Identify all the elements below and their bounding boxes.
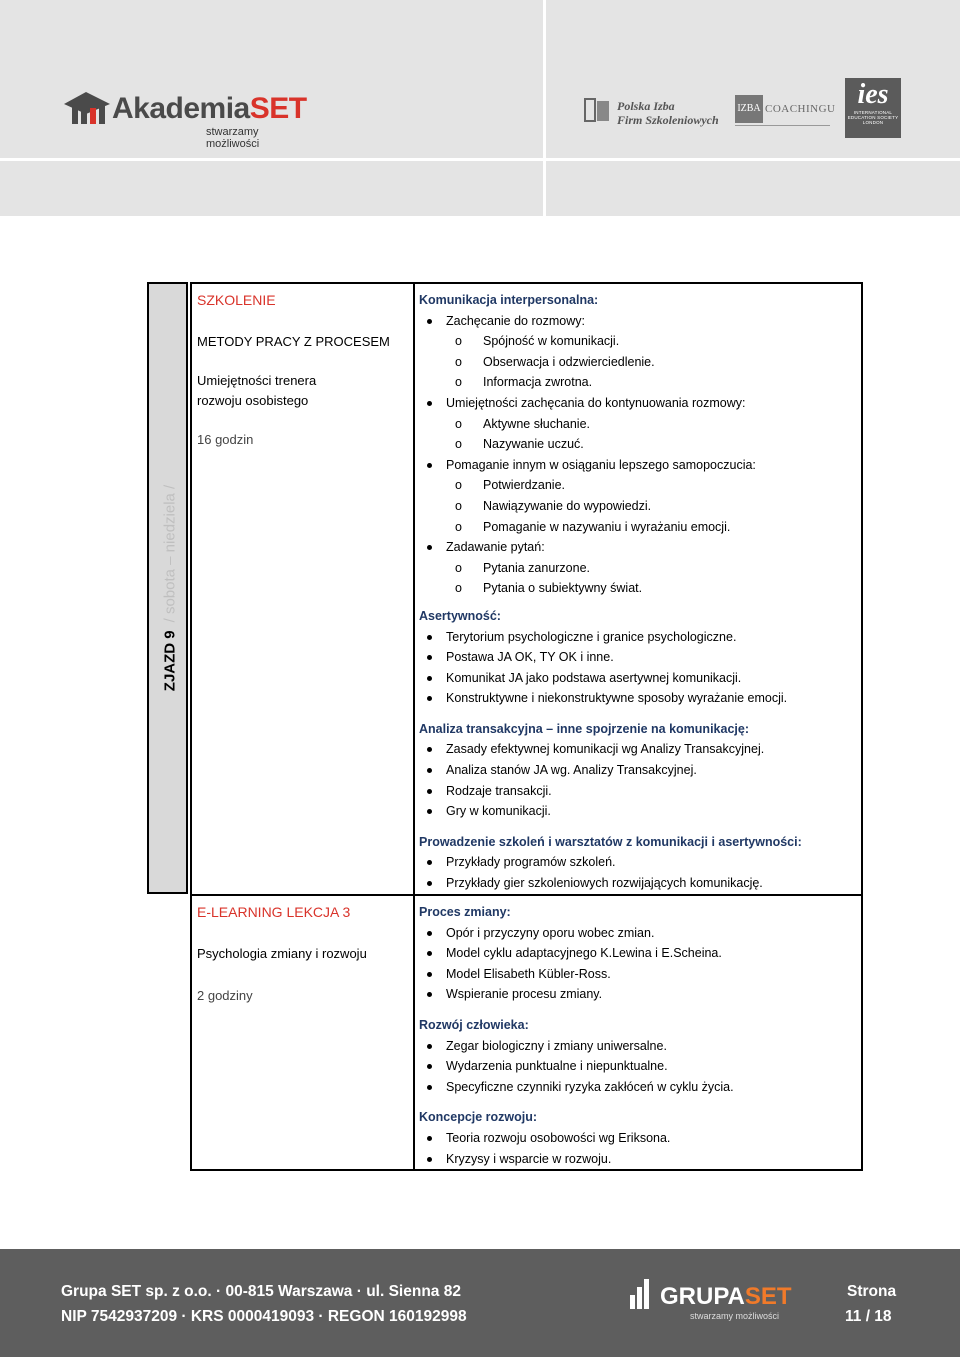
pifs-book-icon [583,95,613,125]
list-subitem: o Aktywne słuchanie. [419,414,856,435]
module-subtitle-line1: Umiejętności trenera [197,373,317,388]
list-item: Gry w komunikacji. [419,801,856,822]
topic-list [419,923,856,1005]
program-table [190,282,863,1171]
akademia-wordmark [112,94,307,124]
pifs-line1: Polska Izba [617,99,675,113]
topic-heading: Rozwój człowieka: [419,1017,529,1032]
izba-mark: IZBA [735,95,763,123]
section-label: E-LEARNING LEKCJA 3 [197,904,351,920]
list-item: Zadawanie pytań: [419,537,856,558]
topic-list [419,1128,856,1169]
topic-heading: Komunikacja interpersonalna: [419,293,599,307]
table-row [191,283,862,895]
grupa-tagline: stwarzamy możliwości [690,1311,780,1321]
set-word: SET [744,1283,792,1310]
list-item: Kryzysy i wsparcie w rozwoju. [419,1149,856,1170]
graduation-cap-icon [64,90,110,126]
list-item: Zasady efektywnej komunikacji wg Analizy Transakcyjnej. [419,739,856,760]
row1-left-cell [191,283,414,895]
list-subitem: o Obserwacja i odzwierciedlenie. [419,352,856,373]
list-subitem: o Pytania o subiektywny świat. [419,578,856,599]
page-header [0,0,960,216]
list-subitem: o Potwierdzanie. [419,475,856,496]
list-subitem: o Informacja zwrotna. [419,372,856,393]
zjazd-vertical-label [162,485,179,691]
akademia-set-logo [64,86,314,150]
page-label: Strona [847,1283,897,1300]
ies-line3: LONDON [862,120,884,125]
grupa-wordmark [660,1285,792,1309]
list-item: Wspieranie procesu zmiany. [419,984,856,1005]
list-item: Opór i przyczyny oporu wobec zmian. [419,923,856,944]
list-item: Rodzaje transakcji. [419,781,856,802]
section-label: SZKOLENIE [197,292,276,308]
grupa-word: GRUPA [660,1283,745,1310]
topic-heading: Koncepcje rozwoju: [419,1110,538,1125]
list-subitem: o Pytania zanurzone. [419,558,856,579]
list-item: Postawa JA OK, TY OK i inne. [419,647,856,668]
topic-heading: Analiza transakcyjna – inne spojrzenie na komunikację: [419,721,749,736]
list-item: Zachęcanie do rozmowy: [419,311,856,332]
topic-list [419,739,856,821]
list-item: Konstruktywne i niekonstruktywne sposoby wyrażanie emocji. [419,688,856,709]
list-item: Zegar biologiczny i zmiany uniwersalne. [419,1036,856,1057]
topic-list [419,311,856,599]
company-address: Grupa SET sp. z o.o. · 00-815 Warszawa · ul. Sienna 82 [61,1283,461,1300]
row1-right-cell [414,283,862,895]
list-item: Przykłady programów szkoleń. [419,852,856,873]
ies-mark: ies [857,79,889,110]
ies-line2: EDUCATION SOCIETY [847,115,899,120]
topic-heading: Prowadzenie szkoleń i warsztatów z komunikacji i asertywności: [419,834,802,849]
ies-line1: INTERNATIONAL [853,110,893,115]
module-title: METODY PRACY Z PROCESEM [197,334,390,349]
pifs-logo [583,95,723,129]
list-item: Analiza stanów JA wg. Analizy Transakcyjnej. [419,760,856,781]
list-item: Model cyklu adaptacyjnego K.Lewina i E.Scheina. [419,943,856,964]
list-item: Pomaganie innym w osiąganiu lepszego samopoczucia: [419,455,856,476]
list-item: Wydarzenia punktualne i niepunktualne. [419,1056,856,1077]
ies-logo [845,78,901,138]
izba-text: COACHINGU [765,103,836,115]
table-row [191,895,862,1170]
izba-coachingu-logo [735,95,836,125]
list-subitem: o Nawiązywanie do wypowiedzi. [419,496,856,517]
list-subitem: o Pomaganie w nazywaniu i wyrażaniu emocji. [419,517,856,538]
list-item: Komunikat JA jako podstawa asertywnej komunikacji. [419,668,856,689]
module-hours: 16 godzin [197,432,254,447]
list-subitem: o Spójność w komunikacji. [419,331,856,352]
akademia-word: Akademia [112,92,250,125]
header-strip-left [0,161,543,216]
row2-left-cell [191,895,414,1170]
topic-list [419,1036,856,1098]
list-item: Teoria rozwoju osobowości wg Eriksona. [419,1128,856,1149]
list-item: Przykłady gier szkoleniowych rozwijających komunikację. [419,873,856,894]
page-footer [0,1249,960,1357]
pifs-line2: Firm Szkoleniowych [617,113,719,127]
list-item: Specyficzne czynniki ryzyka zakłóceń w cyklu życia. [419,1077,856,1098]
grupa-set-logo [630,1279,790,1323]
topic-heading: Proces zmiany: [419,905,511,919]
page-number: 11 / 18 [845,1308,892,1325]
row2-right-cell [414,895,862,1170]
module-hours: 2 godziny [197,988,253,1003]
company-registry: NIP 7542937209 · KRS 0000419093 · REGON 160192998 [61,1308,467,1325]
zjazd-number: ZJAZD 9 [161,630,179,692]
list-item: Model Elisabeth Kübler-Ross. [419,964,856,985]
module-subtitle-line2: rozwoju osobistego [197,393,309,408]
header-strip-right [546,161,960,216]
set-word: SET [249,92,307,125]
list-item: Terytorium psychologiczne i granice psychologiczne. [419,627,856,648]
zjazd-days: / sobota – niedziela / [161,484,179,623]
topic-heading: Asertywność: [419,608,501,623]
akademia-tagline: stwarzamy możliwości [206,126,260,150]
pifs-text [617,99,719,127]
topic-list [419,627,856,709]
list-item: Umiejętności zachęcania do kontynuowania rozmowy: [419,393,856,414]
list-subitem: o Nazywanie uczuć. [419,434,856,455]
module-title: Psychologia zmiany i rozwoju [197,946,367,961]
bars-icon [630,1279,654,1309]
izba-underline [735,125,830,126]
topic-list [419,852,856,893]
